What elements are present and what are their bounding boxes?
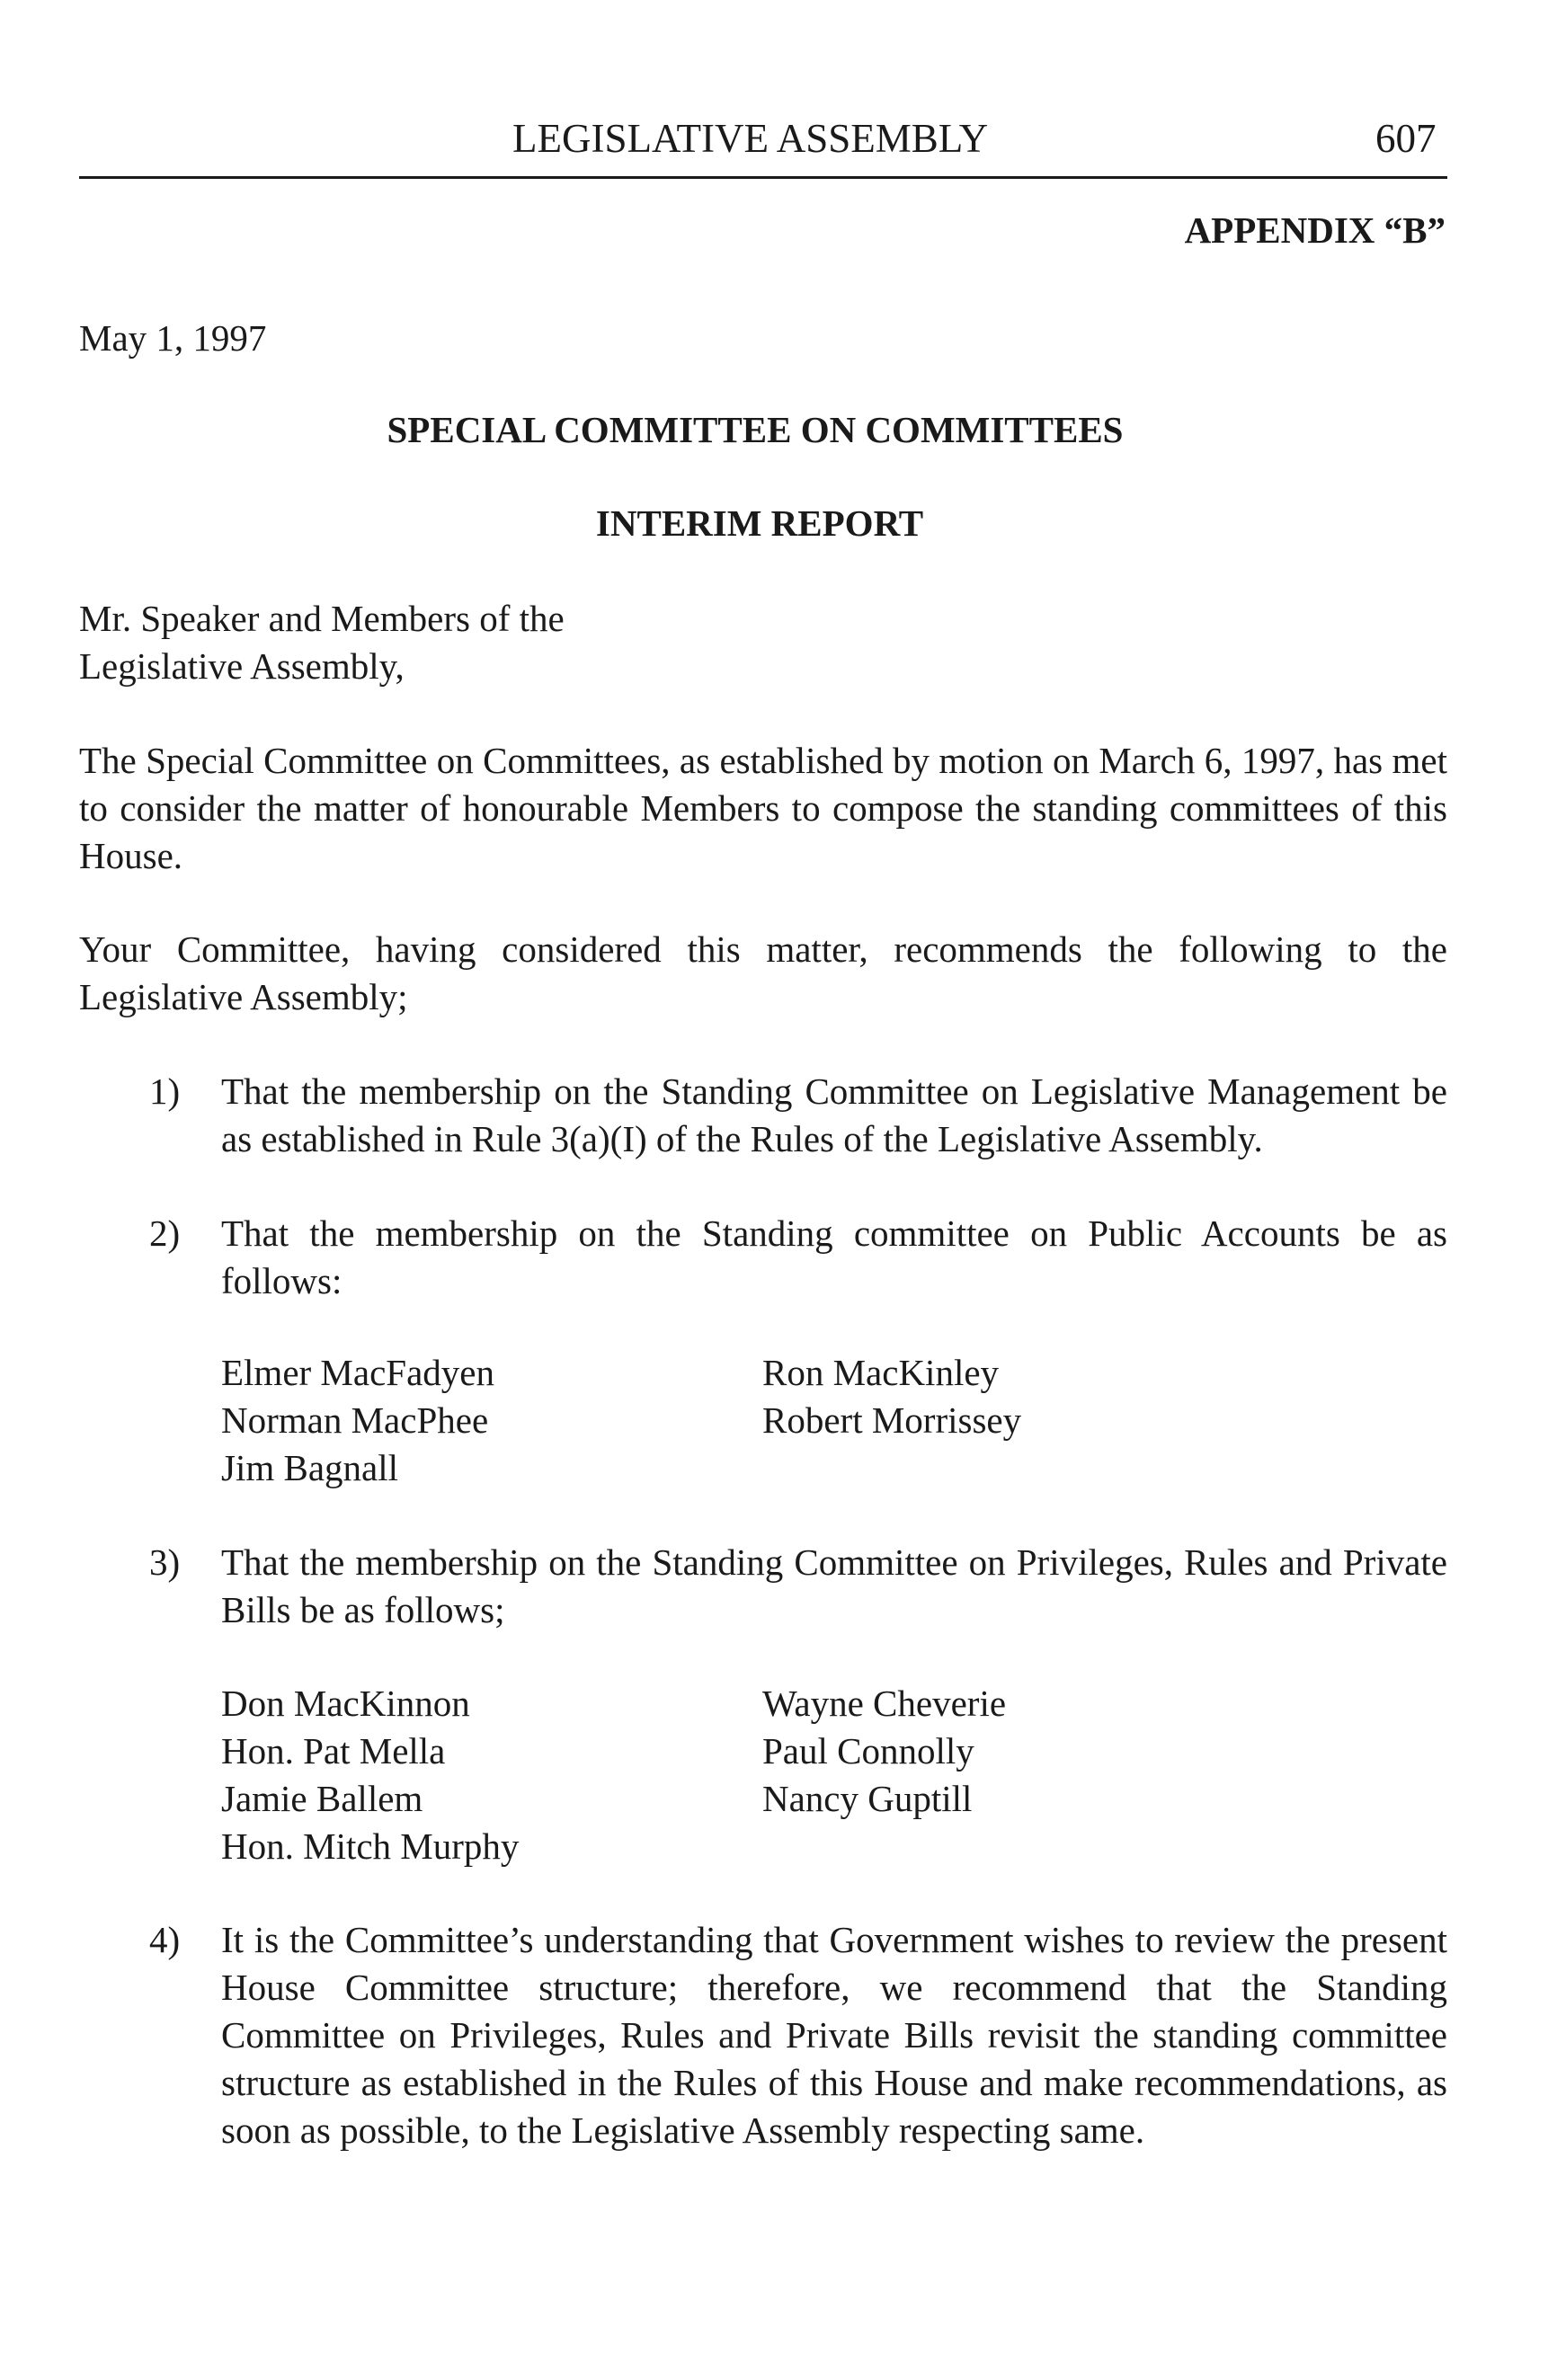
member-name: Nancy Guptill xyxy=(762,1778,973,1819)
committee-heading: SPECIAL COMMITTEE ON COMMITTEES xyxy=(387,409,1124,450)
page-number: 607 xyxy=(1375,116,1437,161)
member-name: Hon. Mitch Murphy xyxy=(221,1825,520,1867)
privileges-members-left xyxy=(221,1680,519,1870)
item-number-1: 1) xyxy=(149,1070,181,1112)
member-name: Hon. Pat Mella xyxy=(221,1730,446,1772)
item-text-4: It is the Committee’s understanding that Government wishes to review the present House Committee structure; therefore, we recommend that the Standing Committee on Privileges, Rules and Private Bills revisit the standing committee structure as established in the Rules of this House and make recommendations, as soon as possible, to the Legislative Assembly respecting same. xyxy=(221,1919,1447,2151)
recommend-paragraph: Your Committee, having considered this matter, recommends the following to the Legislative Assembly; xyxy=(79,928,1447,1017)
member-name: Ron MacKinley xyxy=(762,1352,1000,1393)
member-name: Robert Morrissey xyxy=(762,1399,1022,1441)
item-text-3: That the membership on the Standing Committee on Privileges, Rules and Private Bills be as follows; xyxy=(221,1541,1447,1630)
item-number-2: 2) xyxy=(149,1212,181,1254)
member-name: Jamie Ballem xyxy=(221,1778,423,1819)
member-name: Don MacKinnon xyxy=(221,1683,470,1724)
appendix-label: APPENDIX “B” xyxy=(1184,209,1446,251)
item-number-3: 3) xyxy=(149,1541,181,1583)
privileges-members-right xyxy=(762,1680,1006,1823)
salutation-line-1: Mr. Speaker and Members of the xyxy=(79,598,565,639)
member-name: Norman MacPhee xyxy=(221,1399,489,1441)
member-name: Paul Connolly xyxy=(762,1730,974,1772)
public-accounts-members-right xyxy=(762,1349,1021,1444)
report-subheading: INTERIM REPORT xyxy=(595,502,924,544)
member-name: Jim Bagnall xyxy=(221,1447,399,1488)
item-text-1: That the membership on the Standing Committee on Legislative Management be as established in Rule 3(a)(I) of the Rules of the Legislative Assembly. xyxy=(221,1070,1447,1159)
public-accounts-members-left xyxy=(221,1349,494,1492)
header-rule xyxy=(79,176,1447,179)
item-text-2: That the membership on the Standing committee on Public Accounts be as follows: xyxy=(221,1212,1447,1301)
running-header-title: LEGISLATIVE ASSEMBLY xyxy=(512,116,989,161)
salutation-line-2: Legislative Assembly, xyxy=(79,645,405,687)
member-name: Elmer MacFadyen xyxy=(221,1352,494,1393)
intro-paragraph: The Special Committee on Committees, as established by motion on March 6, 1997, has met to consider the matter of honourable Members to compose the standing committees of this House. xyxy=(79,740,1447,876)
member-name: Wayne Cheverie xyxy=(762,1683,1007,1724)
report-date: May 1, 1997 xyxy=(79,317,267,359)
item-number-4: 4) xyxy=(149,1919,181,1960)
